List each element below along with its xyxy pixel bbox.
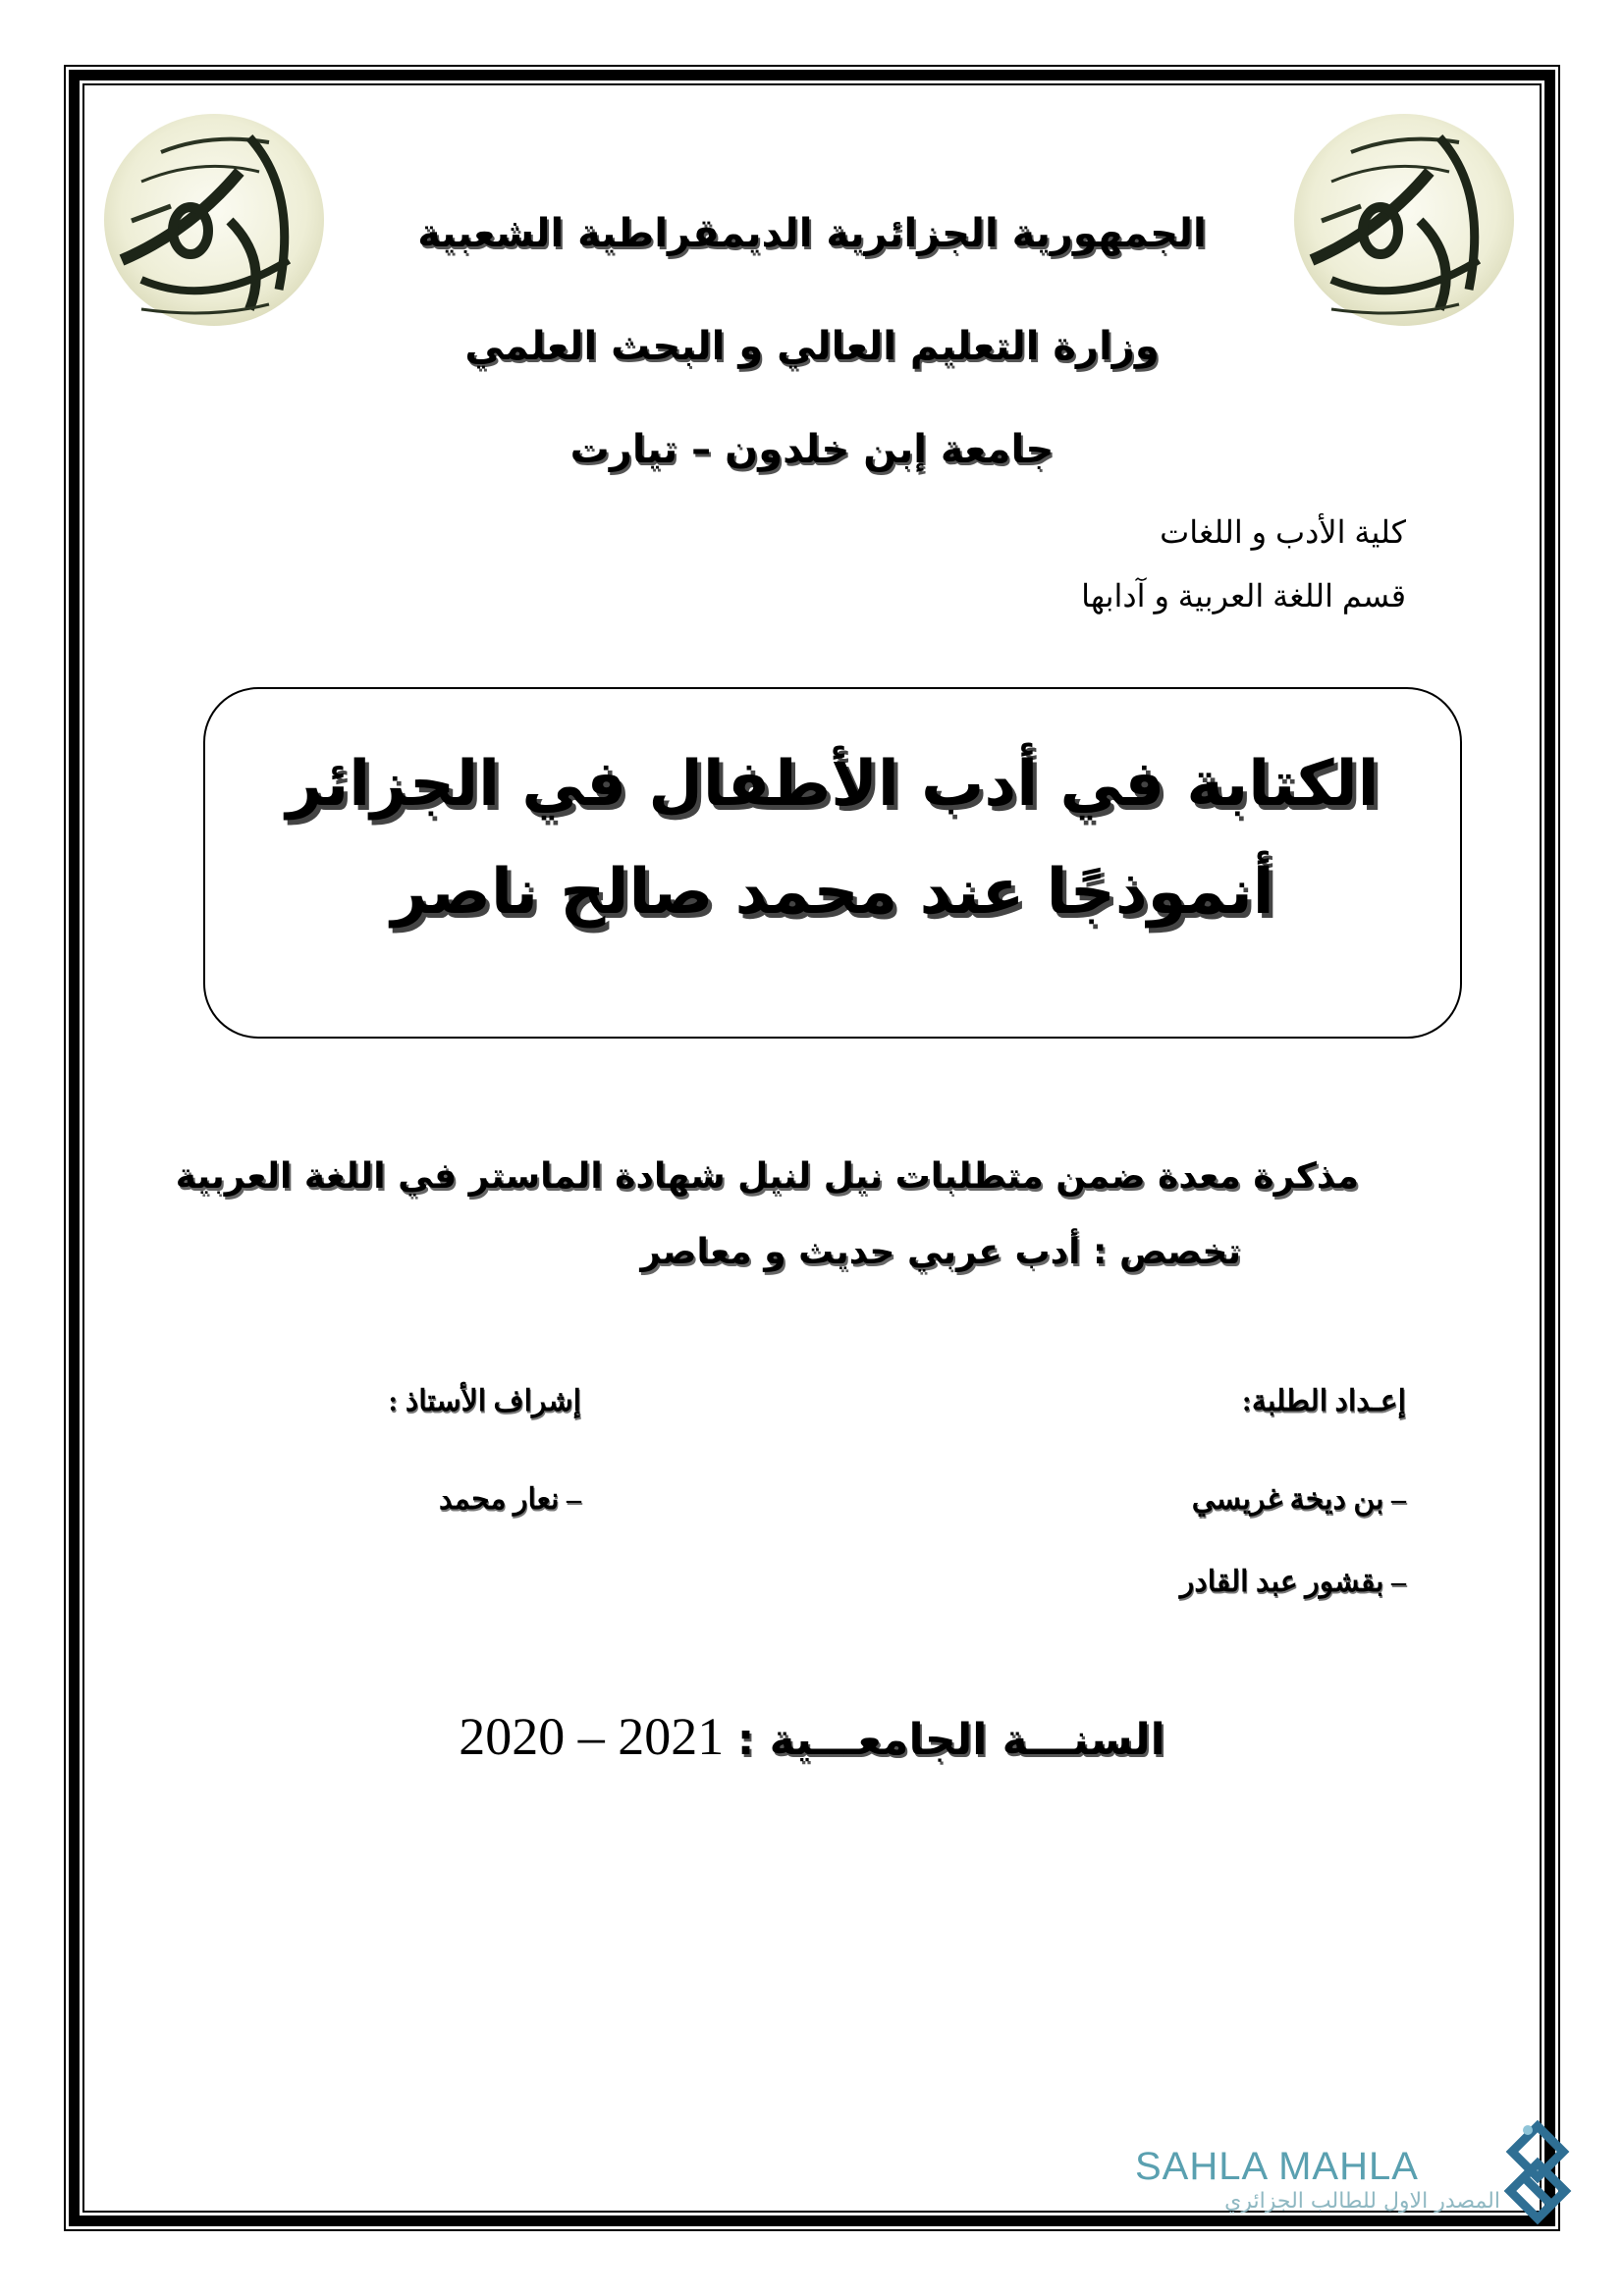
watermark-tagline: المصدر الاول للطالب الجزائري xyxy=(1224,2189,1500,2214)
sahla-mahla-logo-icon xyxy=(1502,2118,1573,2234)
faculty-name: كلية الأدب و اللغات xyxy=(1160,514,1406,550)
academic-year-value: 2020 – 2021 xyxy=(459,1707,725,1766)
thesis-title-line-2: أنموذجًا عند محمد صالح ناصر xyxy=(391,856,1274,929)
academic-year xyxy=(0,1706,1624,1767)
ministry-heading: وزارة التعليم العالي و البحث العلمي xyxy=(464,324,1160,369)
supervisor-name: – نعار محمد xyxy=(439,1483,581,1516)
academic-year-label: السنـــة الجامعـــية : xyxy=(736,1715,1165,1765)
supervisor-label: إشراف الأستاذ : xyxy=(388,1385,581,1417)
department-name: قسم اللغة العربية و آدابها xyxy=(1081,578,1406,614)
republic-heading: الجمهورية الجزائرية الديمقراطية الشعبية xyxy=(417,211,1207,256)
page-border-inner xyxy=(82,83,1542,2213)
university-heading: جامعة إبن خلدون – تيارت xyxy=(569,427,1055,472)
student-name: – بقشور عبد القادر xyxy=(1179,1566,1406,1598)
students-label: إعـداد الطلبة: xyxy=(1241,1385,1406,1417)
thesis-title-box xyxy=(203,687,1462,1039)
thesis-title-line-1: الكتابة في أدب الأطفال في الجزائر xyxy=(286,748,1380,821)
student-name: – بن ديخة غريسي xyxy=(1191,1483,1406,1516)
specialization: تخصص : أدب عربي حديث و معاصر xyxy=(640,1232,1241,1272)
memoir-description: مذكرة معدة ضمن متطلبات نيل لنيل شهادة الماستر في اللغة العربية xyxy=(175,1156,1359,1197)
watermark-brand: SAHLA MAHLA xyxy=(1135,2145,1419,2188)
